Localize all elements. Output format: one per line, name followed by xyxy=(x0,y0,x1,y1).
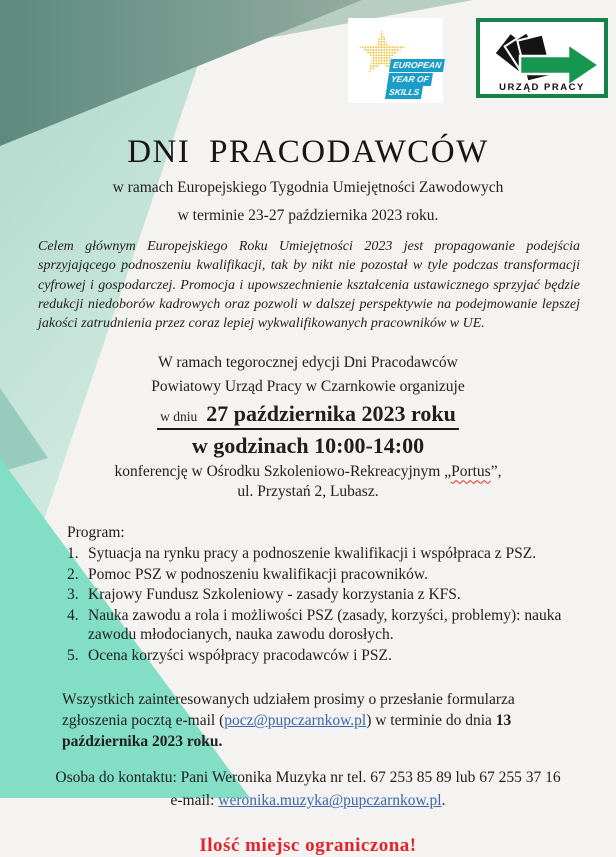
event-line-1: W ramach tegorocznej edycji Dni Pracodawców xyxy=(158,354,458,372)
event-date: 27 października 2023 roku xyxy=(206,401,456,427)
item-text: Pomoc PSZ w podnoszeniu kwalifikacji pracowników. xyxy=(88,565,428,583)
program-item xyxy=(67,646,586,666)
european-year-of-skills-logo xyxy=(348,18,443,103)
program-item xyxy=(67,606,586,645)
limited-seats-note: Ilość miejsc ograniczona! xyxy=(199,835,417,857)
event-date-line xyxy=(0,401,616,430)
item-text: Krajowy Fundusz Szkoleniowy - zasady korzystania z KFS. xyxy=(88,586,461,604)
venue-name: Portus xyxy=(451,463,491,481)
event-hours: w godzinach 10:00-14:00 xyxy=(191,433,425,459)
event-line-2: Powiatowy Urząd Pracy w Czarnkowie organizuje xyxy=(151,378,465,396)
item-number: 1. xyxy=(67,545,79,563)
program-item xyxy=(67,544,586,564)
venue-prefix: konferencję w Ośrodku Szkoleniowo-Rekreacyjnym „ xyxy=(114,463,452,481)
contact-section xyxy=(28,768,588,811)
item-number: 2. xyxy=(67,565,79,583)
application-email-link[interactable]: pocz@pupczarnkow.pl xyxy=(224,712,367,730)
event-venue xyxy=(0,462,616,481)
venue-suffix: ”, xyxy=(490,463,502,481)
application-text: Wszystkich zainteresowanych udziałem prosimy o przesłanie formularza zgłoszenia pocztą e-mail ( xyxy=(62,691,515,730)
email-label: e-mail: xyxy=(170,792,219,810)
program-heading: Program: xyxy=(67,524,125,542)
application-paragraph xyxy=(62,689,580,752)
item-number: 5. xyxy=(67,646,79,664)
eu-logo-line-1: EUROPEAN xyxy=(389,59,445,72)
page-title: DNI PRACODAWCÓW xyxy=(127,134,489,170)
item-number: 3. xyxy=(67,586,79,604)
up-logo-label: URZĄD PRACY xyxy=(499,82,585,93)
date-prefix: w dniu xyxy=(160,409,198,425)
item-number: 4. xyxy=(67,606,79,624)
underlined-date xyxy=(157,401,459,430)
program-section xyxy=(67,523,586,665)
intro-paragraph: Celem głównym Europejskiego Roku Umiejętności 2023 jest propagowanie podejścia sprzyjającego podnoszeniu kwalifikacji, tak by nikt nie pozostał w tyle podczas transformacji cyfrowej i gospodarczej. Promocja i upowszechnienie kształcenia ustawicznego sprzyjać będzie redukcji niedoborów kadrowych oraz pozwoli w dalszej perspektywie na podejmowanie lepszej jakości zatrudnienia przez coraz lepiej wykwalifikowanych pracowników w UE. xyxy=(38,238,580,332)
program-item xyxy=(67,585,586,605)
contact-email-line xyxy=(28,791,588,811)
item-text: Sytuacja na rynku pracy a podnoszenie kwalifikacji i współpraca z PSZ. xyxy=(88,545,537,563)
eu-logo-line-2: YEAR OF xyxy=(387,73,433,86)
contact-email-link[interactable]: weronika.muzyka@pupczarnkow.pl xyxy=(218,792,442,810)
urzad-pracy-logo xyxy=(476,18,608,98)
item-text: Ocena korzyści współpracy pracodawców i PSZ. xyxy=(88,646,392,664)
logo-row xyxy=(0,0,616,104)
application-deadline: 13 października 2023 roku. xyxy=(62,712,512,751)
event-week-dates: w terminie 23-27 października 2023 roku. xyxy=(177,206,439,224)
program-item xyxy=(67,565,586,585)
eu-logo-line-3: SKILLS xyxy=(385,86,423,99)
subtitle: w ramach Europejskiego Tygodnia Umiejętności Zawodowych xyxy=(112,178,504,196)
event-address: ul. Przystań 2, Lubasz. xyxy=(237,483,379,501)
application-text-2: ) w terminie do dnia xyxy=(366,712,496,730)
email-suffix: . xyxy=(441,792,446,810)
eu-logo-text xyxy=(390,59,444,100)
item-text: Nauka zawodu a rola i możliwości PSZ (zasady, korzyści, problemy): nauka zawodu młodocianych, nauka zawodu dorosłych. xyxy=(88,606,562,644)
contact-person: Osoba do kontaktu: Pani Weronika Muzyka nr tel. 67 253 85 89 lub 67 255 37 16 xyxy=(55,769,561,787)
